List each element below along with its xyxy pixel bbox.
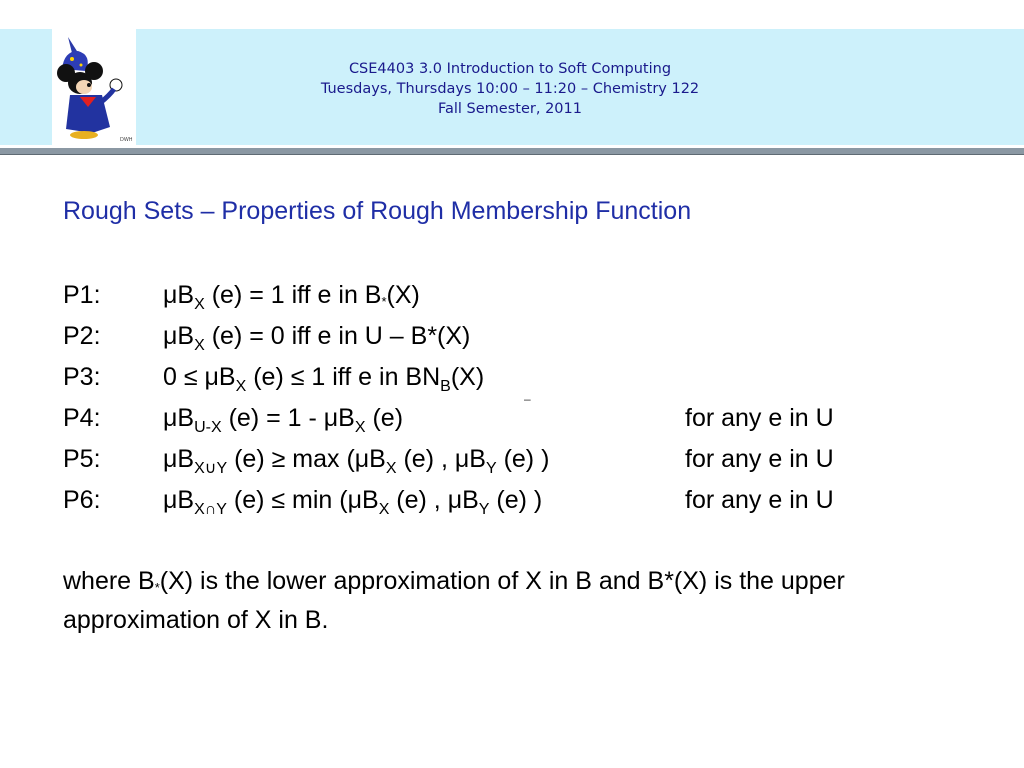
property-label: P1: — [63, 281, 101, 309]
property-condition: for any e in U — [685, 404, 834, 432]
property-formula: $\mu B_X$ (e) = 0 iff e in U – B*(X) — [163, 322, 471, 354]
property-formula: $\mu B_{X\cup Y}$ $(e) \ge \max (\mu B_X$ (e) , $\mu B_Y$ (e) ) — [163, 445, 550, 477]
property-condition: for any e in U — [685, 486, 834, 514]
logo-initials: DWH — [120, 137, 133, 143]
property-label: P5: — [63, 445, 101, 473]
header-divider — [0, 148, 1024, 155]
slide-title: Rough Sets – Properties of Rough Membership Function — [63, 197, 692, 225]
property-label: P2: — [63, 322, 101, 350]
wizard-mouse-logo — [52, 29, 136, 145]
property-formula: $0 \le \mu B_X$ (e) ≤ 1 iff e in $BN_B(X)$ — [163, 363, 485, 395]
property-formula: $\mu B_X$ (e) = 1 iff e in B*(X) — [163, 281, 420, 313]
property-label: P4: — [63, 404, 101, 432]
property-label: P3: — [63, 363, 101, 391]
footnote: where B*(X) is the lower approximation of X in B and B*(X) is the upper approximation of X in B. — [63, 567, 845, 634]
course-schedule: Tuesdays, Thursdays 10:00 – 11:20 – Chemistry 122 — [320, 81, 700, 97]
property-label: P6: — [63, 486, 101, 514]
property-condition: for any e in U — [685, 445, 834, 473]
decorative-bar: – — [524, 392, 531, 406]
course-semester: Fall Semester, 2011 — [438, 101, 582, 117]
property-formula: $\mu B_{U-X}$ $(e) = 1 - \mu B_X$ (e) — [163, 404, 404, 436]
course-header — [180, 59, 840, 119]
course-title: CSE4403 3.0 Introduction to Soft Computing — [348, 61, 672, 77]
property-formula: $\mu B_{X\cap Y}$ $(e) \le \min (\mu B_X$ (e) , $\mu B_Y$ (e) ) — [163, 486, 543, 518]
